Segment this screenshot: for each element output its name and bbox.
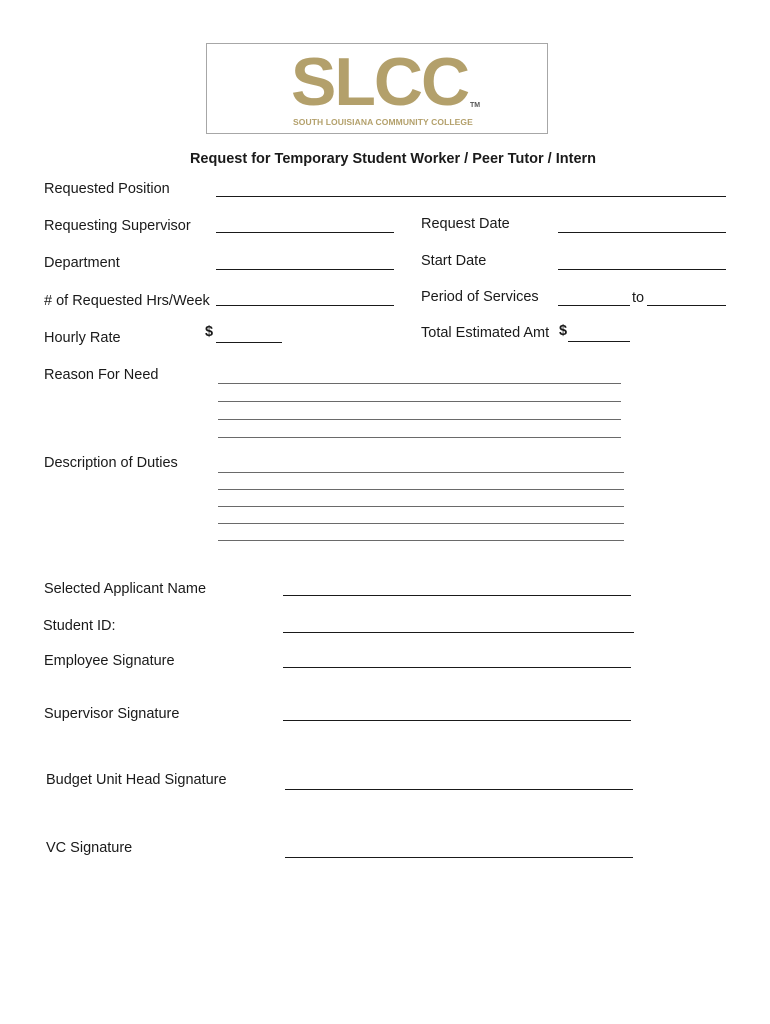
- reason-line[interactable]: [218, 383, 621, 384]
- logo-subtitle: SOUTH LOUISIANA COMMUNITY COLLEGE: [293, 117, 473, 127]
- reason-line[interactable]: [218, 419, 621, 420]
- logo-trademark: TM: [470, 102, 481, 109]
- requested-position-field[interactable]: [216, 196, 726, 197]
- hourly-rate-currency: $: [205, 324, 214, 340]
- period-to-label: to: [632, 290, 645, 306]
- budget-unit-head-signature-field[interactable]: [285, 789, 633, 790]
- requesting-supervisor-label: Requesting Supervisor: [44, 218, 191, 234]
- student-id-label: Student ID:: [43, 618, 116, 634]
- duties-line[interactable]: [218, 506, 624, 507]
- employee-signature-field[interactable]: [283, 667, 631, 668]
- logo-wordmark: SLCC: [291, 44, 469, 120]
- start-date-field[interactable]: [558, 269, 726, 270]
- student-id-field[interactable]: [283, 632, 634, 633]
- period-start-field[interactable]: [558, 305, 630, 306]
- selected-applicant-name-field[interactable]: [283, 595, 631, 596]
- form-title: Request for Temporary Student Worker / Peer Tutor / Intern: [189, 151, 597, 167]
- duties-line[interactable]: [218, 472, 624, 473]
- requesting-supervisor-field[interactable]: [216, 232, 394, 233]
- reason-line[interactable]: [218, 437, 621, 438]
- duties-line[interactable]: [218, 540, 624, 541]
- requested-position-label: Requested Position: [44, 181, 170, 197]
- budget-unit-head-signature-label: Budget Unit Head Signature: [46, 772, 227, 788]
- total-estimated-amt-field[interactable]: [568, 341, 630, 342]
- start-date-label: Start Date: [421, 253, 487, 269]
- college-logo: [206, 43, 548, 134]
- vc-signature-field[interactable]: [285, 857, 633, 858]
- total-estimated-amt-label: Total Estimated Amt: [421, 325, 550, 341]
- hourly-rate-label: Hourly Rate: [44, 330, 121, 346]
- reason-line[interactable]: [218, 401, 621, 402]
- hourly-rate-field[interactable]: [216, 342, 282, 343]
- department-field[interactable]: [216, 269, 394, 270]
- description-of-duties-label: Description of Duties: [44, 455, 178, 471]
- duties-line[interactable]: [218, 523, 624, 524]
- supervisor-signature-field[interactable]: [283, 720, 631, 721]
- department-label: Department: [44, 255, 120, 271]
- request-date-label: Request Date: [421, 216, 510, 232]
- supervisor-signature-label: Supervisor Signature: [44, 706, 180, 722]
- duties-line[interactable]: [218, 489, 624, 490]
- reason-for-need-label: Reason For Need: [44, 367, 159, 383]
- vc-signature-label: VC Signature: [46, 840, 133, 856]
- employee-signature-label: Employee Signature: [44, 653, 175, 669]
- requested-hrs-week-field[interactable]: [216, 305, 394, 306]
- total-estimated-amt-currency: $: [559, 323, 568, 339]
- period-of-services-label: Period of Services: [421, 289, 539, 305]
- period-end-field[interactable]: [647, 305, 726, 306]
- request-date-field[interactable]: [558, 232, 726, 233]
- selected-applicant-name-label: Selected Applicant Name: [44, 581, 207, 597]
- requested-hrs-week-label: # of Requested Hrs/Week: [44, 293, 210, 309]
